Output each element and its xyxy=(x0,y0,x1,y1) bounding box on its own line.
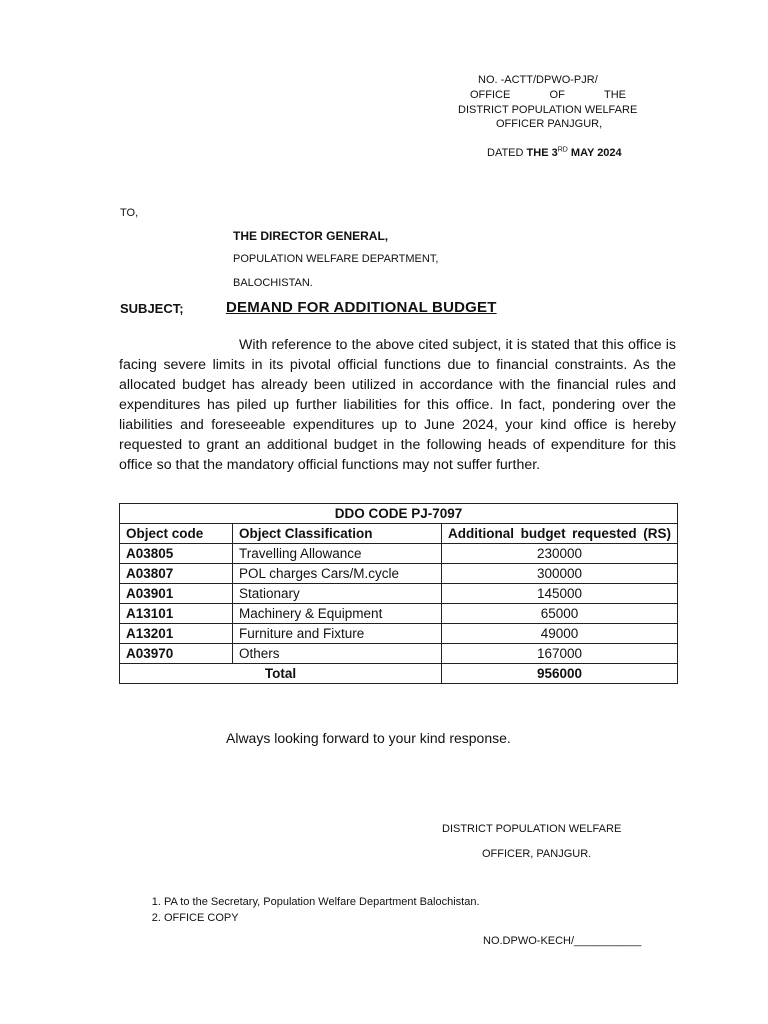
table-row xyxy=(120,584,678,604)
total-amount: 956000 xyxy=(442,664,678,684)
total-label: Total xyxy=(120,664,442,684)
row-classification: Others xyxy=(233,644,442,664)
header-object-code: Object code xyxy=(120,524,233,544)
row-classification: Furniture and Fixture xyxy=(233,624,442,644)
header-object-classification: Object Classification xyxy=(233,524,442,544)
table-row xyxy=(120,544,678,564)
row-amount: 145000 xyxy=(442,584,678,604)
total-row xyxy=(120,664,678,684)
date-day: THE 3 xyxy=(526,147,558,159)
table-row xyxy=(120,564,678,584)
row-code: A03970 xyxy=(120,644,233,664)
row-amount: 230000 xyxy=(442,544,678,564)
budget-table xyxy=(119,503,678,684)
row-amount: 300000 xyxy=(442,564,678,584)
table-row xyxy=(120,604,678,624)
row-amount: 49000 xyxy=(442,624,678,644)
table-row xyxy=(120,624,678,644)
closing-line: Always looking forward to your kind response. xyxy=(226,730,511,746)
office-word-2: OF xyxy=(549,89,565,101)
date-month-year: MAY 2024 xyxy=(567,147,622,159)
row-code: A03805 xyxy=(120,544,233,564)
office-word-3: THE xyxy=(604,89,626,101)
letter-number: NO. -ACTT/DPWO-PJR/ xyxy=(478,74,598,86)
row-classification: POL charges Cars/M.cycle xyxy=(233,564,442,584)
officer-line: OFFICER PANJGUR, xyxy=(496,118,603,130)
row-amount: 167000 xyxy=(442,644,678,664)
to-label: TO, xyxy=(120,207,139,219)
table-header-row xyxy=(120,524,678,544)
office-word-1: OFFICE xyxy=(470,89,511,101)
subject-text: DEMAND FOR ADDITIONAL BUDGET xyxy=(226,299,497,316)
recipient-province: BALOCHISTAN. xyxy=(233,277,313,289)
district-line: DISTRICT POPULATION WELFARE xyxy=(458,104,638,116)
recipient-department: POPULATION WELFARE DEPARTMENT, xyxy=(233,253,439,265)
table-row xyxy=(120,644,678,664)
row-code: A03901 xyxy=(120,584,233,604)
row-amount: 65000 xyxy=(442,604,678,624)
header-additional-budget: Additional budget requested (RS) xyxy=(442,524,678,544)
list-item: 2. OFFICE COPY xyxy=(164,910,480,926)
row-classification: Stationary xyxy=(233,584,442,604)
row-classification: Machinery & Equipment xyxy=(233,604,442,624)
copy-list xyxy=(144,894,480,926)
list-item: 1. PA to the Secretary, Population Welfare Department Balochistan. xyxy=(164,894,480,910)
row-code: A13101 xyxy=(120,604,233,624)
row-code: A03807 xyxy=(120,564,233,584)
signature-line-1: DISTRICT POPULATION WELFARE xyxy=(442,823,622,835)
ddo-code: DDO CODE PJ-7097 xyxy=(120,504,678,524)
body-paragraph: With reference to the above cited subject, it is stated that this office is facing severe limits in its pivotal official functions due to financial constraints. As the allocated budget has already been utilized in accordance with the financial rules and expenditures has piled up further liabilities for this office. In fact, pondering over the liabilities and foreseeable expenditures up to June 2024, your kind office is hereby requested to grant an additional budget in the following heads of expenditure for this office so that the mandatory official functions may not suffer further. xyxy=(119,337,676,473)
subject-label: SUBJECT; xyxy=(120,301,184,316)
date-line xyxy=(487,146,622,160)
recipient-title: THE DIRECTOR GENERAL, xyxy=(233,229,389,243)
row-code: A13201 xyxy=(120,624,233,644)
office-line xyxy=(470,88,626,102)
row-classification: Travelling Allowance xyxy=(233,544,442,564)
signature-line-2: OFFICER, PANJGUR. xyxy=(482,848,592,860)
date-suffix: RD xyxy=(557,146,568,154)
date-prefix: DATED xyxy=(487,147,527,159)
reference-number: NO.DPWO-KECH/___________ xyxy=(483,935,642,947)
ddo-row xyxy=(120,504,678,524)
